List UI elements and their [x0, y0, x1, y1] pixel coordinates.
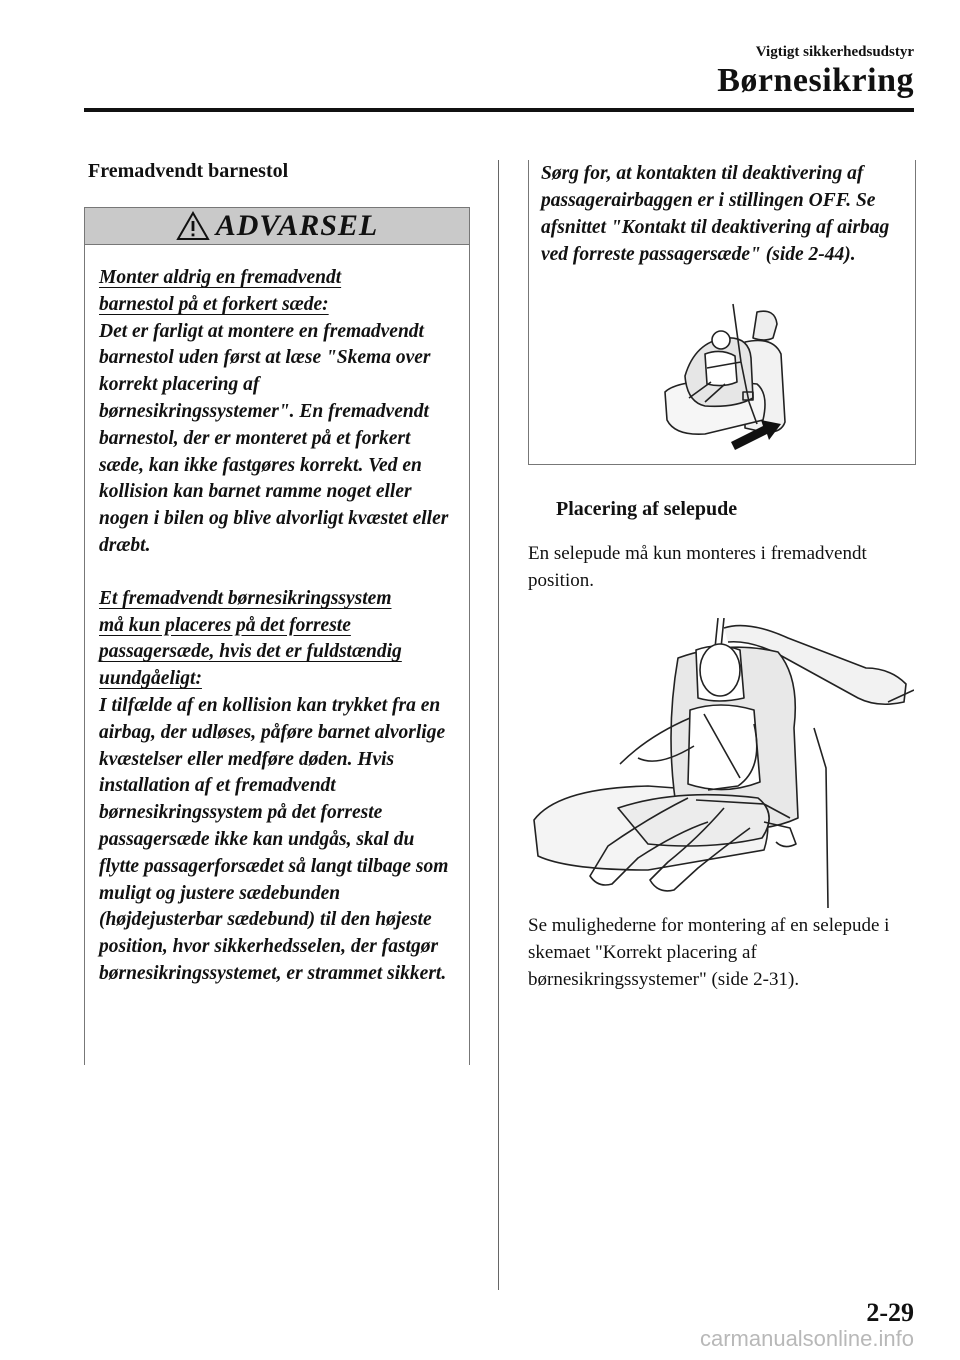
paragraph-booster-options: Se mulighederne for montering af en selepude i skemaet "Korrekt placering af børnesikringssystemer" (side 2-31).: [528, 915, 890, 990]
child-seat-illustration: [645, 302, 795, 452]
watermark: carmanualsonline.info: [699, 1326, 914, 1351]
warning-continued-box: [528, 160, 916, 465]
warning-bar: [84, 207, 470, 245]
warning-continued-text: Sørg for, at kontakten til deaktivering af passagerairbaggen er i stillingen OFF. Se afsnittet "Kontakt til deaktivering af airbag ved forreste passagersæde" (side 2-44).: [541, 163, 890, 265]
warning-text-2: I tilfælde af en kollision kan trykket fra en airbag, der udløses, påføre barnet alvorlige kvæstelser eller medføre døden. Hvis installation af et fremadvendt børnesikringssystem på det forreste passagersæde ikke kan undgås, skal du flytte passagerforsædet så langt tilbage som muligt og justere sædebunden (højdejusterbar sædebund) til den højeste position, hvor sikkerhedsselen, der fastgør børnesikringssystemet, er strammet sikkert.: [99, 694, 449, 984]
section-title: Fremadvendt barnestol: [88, 160, 289, 182]
subheading-booster-placement: Placering af selepude: [556, 498, 738, 520]
booster-seat-illustration: [528, 618, 914, 908]
warning-triangle-icon: [176, 211, 210, 241]
warning-heading-1: Monter aldrig en fremadvendt barnestol på et forkert sæde:: [99, 267, 342, 315]
page-number: 2-29: [866, 1298, 914, 1327]
column-divider: [498, 160, 499, 1290]
warning-heading-2: Et fremadvendt børnesikringssystem må kun placeres på det forreste passagersæde, hvis det er fuldstændig uundgåeligt:: [99, 587, 402, 690]
header-subtitle: Vigtigt sikkerhedsudstyr: [755, 44, 914, 60]
header-title: Børnesikring: [717, 62, 914, 99]
warning-label: ADVARSEL: [215, 209, 379, 242]
header-rule: [84, 108, 914, 112]
paragraph-booster-forward: En selepude må kun monteres i fremadvendt position.: [528, 543, 867, 591]
warning-box: [84, 207, 470, 1065]
warning-text-1: Det er farligt at montere en fremadvendt barnestol uden først at læse "Skema over korrekt placering af børnesikringssystemer". En fremadvendt barnestol, der er monteret på et forkert sæde, kan ikke fastgøres korrekt. Ved en kollision kan barnet ramme noget eller nogen i bilen og blive alvorligt kvæstet eller dræbt.: [99, 320, 449, 556]
warning-body: [84, 245, 470, 1065]
